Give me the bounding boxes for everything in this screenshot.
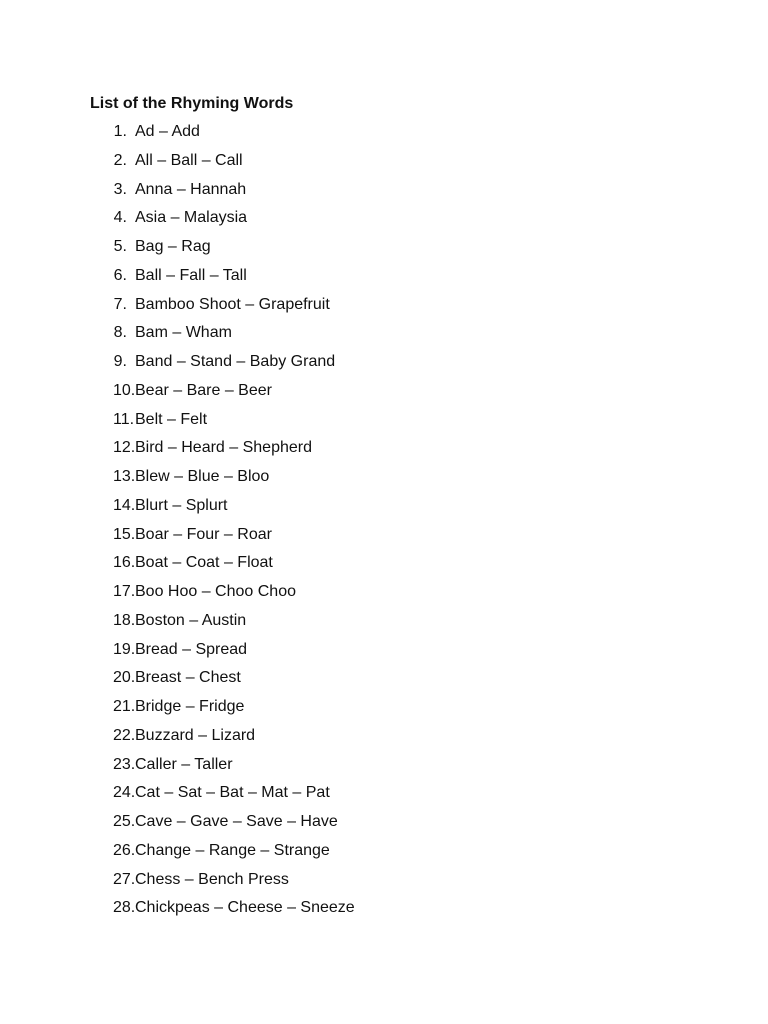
list-item-number: 5. — [113, 238, 127, 255]
list-item — [0, 295, 768, 324]
list-item-text: Blurt – Splurt — [135, 496, 228, 514]
list-item-number: 8. — [113, 324, 127, 342]
list-item-text: Bam – Wham — [135, 324, 232, 342]
list-item-number: 23. — [113, 755, 136, 773]
list-item — [0, 783, 768, 812]
rhyming-word-list — [0, 122, 768, 927]
list-item-text: Buzzard – Lizard — [135, 726, 256, 744]
list-item — [0, 381, 768, 410]
list-item-text: Caller – Taller — [135, 755, 233, 773]
list-item-number: 6. — [113, 266, 127, 284]
list-item-number: 27. — [113, 870, 136, 888]
list-item-number: 3. — [113, 180, 127, 198]
list-item-number: 18. — [113, 611, 136, 629]
list-item — [0, 553, 768, 582]
list-item-text: Asia – Malaysia — [135, 209, 248, 227]
list-item — [0, 697, 768, 726]
list-item-text: Belt – Felt — [135, 410, 208, 428]
list-item-text: Breast – Chest — [135, 669, 241, 687]
list-item — [0, 122, 768, 151]
list-item — [0, 496, 768, 525]
list-item-number: 11. — [113, 410, 135, 428]
list-item — [0, 611, 768, 640]
list-item — [0, 841, 768, 870]
list-item-text: Blew – Blue – Bloo — [135, 468, 270, 485]
list-item-number: 1. — [113, 123, 127, 140]
list-item — [0, 438, 768, 467]
list-item — [0, 898, 768, 927]
list-item-number: 15. — [113, 525, 136, 543]
list-item-number: 2. — [113, 151, 127, 169]
list-item-text: Boat – Coat – Float — [135, 554, 273, 572]
list-item — [0, 266, 768, 295]
list-item-number: 12. — [113, 439, 136, 457]
list-item — [0, 582, 768, 611]
list-item-number: 21. — [113, 698, 136, 715]
list-item-text: Band – Stand – Baby Grand — [135, 353, 336, 370]
list-item-text: Ad – Add — [135, 123, 200, 140]
list-item-text: Bamboo Shoot – Grapefruit — [135, 295, 330, 313]
list-item — [0, 151, 768, 180]
list-item-text: Anna – Hannah — [135, 180, 247, 198]
list-item-text: Cat – Sat – Bat – Mat – Pat — [135, 784, 330, 802]
list-item — [0, 180, 768, 209]
list-item-number: 13. — [113, 468, 136, 485]
list-item — [0, 525, 768, 554]
list-item-text: Bear – Bare – Beer — [135, 381, 272, 399]
list-item-text: All – Ball – Call — [135, 151, 243, 169]
list-item-number: 19. — [113, 640, 136, 658]
list-item — [0, 755, 768, 784]
list-item-text: Bird – Heard – Shepherd — [135, 439, 312, 457]
list-item-number: 20. — [113, 669, 136, 687]
list-item-number: 9. — [113, 353, 127, 370]
list-item-number: 24. — [113, 784, 136, 802]
list-item-text: Ball – Fall – Tall — [135, 266, 247, 284]
list-item-number: 17. — [113, 583, 136, 600]
list-item-number: 14. — [113, 496, 136, 514]
list-item-text: Bread – Spread — [135, 640, 248, 658]
list-item — [0, 352, 768, 381]
list-item-number: 22. — [113, 726, 136, 744]
list-item-number: 26. — [113, 841, 136, 859]
list-item — [0, 726, 768, 755]
list-item-text: Bag – Rag — [135, 238, 211, 255]
list-item-text: Change – Range – Strange — [135, 841, 330, 859]
list-item-text: Boar – Four – Roar — [135, 525, 272, 543]
list-item-number: 16. — [113, 554, 136, 572]
list-item-text: Boston – Austin — [135, 611, 247, 629]
list-item — [0, 640, 768, 669]
list-item — [0, 410, 768, 439]
list-item-number: 10. — [113, 381, 136, 399]
list-item-number: 7. — [113, 295, 127, 313]
list-item-number: 25. — [113, 813, 136, 830]
list-item-number: 4. — [113, 209, 127, 227]
list-item-text: Chess – Bench Press — [135, 870, 289, 888]
list-item — [0, 812, 768, 841]
list-item — [0, 323, 768, 352]
list-item-number: 28. — [113, 899, 136, 917]
list-item — [0, 870, 768, 899]
list-item-text: Chickpeas – Cheese – Sneeze — [135, 899, 355, 917]
list-item — [0, 237, 768, 266]
list-item-text: Cave – Gave – Save – Have — [135, 813, 338, 830]
list-item-text: Bridge – Fridge — [135, 698, 245, 715]
page-title: List of the Rhyming Words — [90, 95, 294, 112]
list-item — [0, 467, 768, 496]
list-item — [0, 668, 768, 697]
list-item-text: Boo Hoo – Choo Choo — [135, 583, 296, 600]
list-item — [0, 208, 768, 237]
